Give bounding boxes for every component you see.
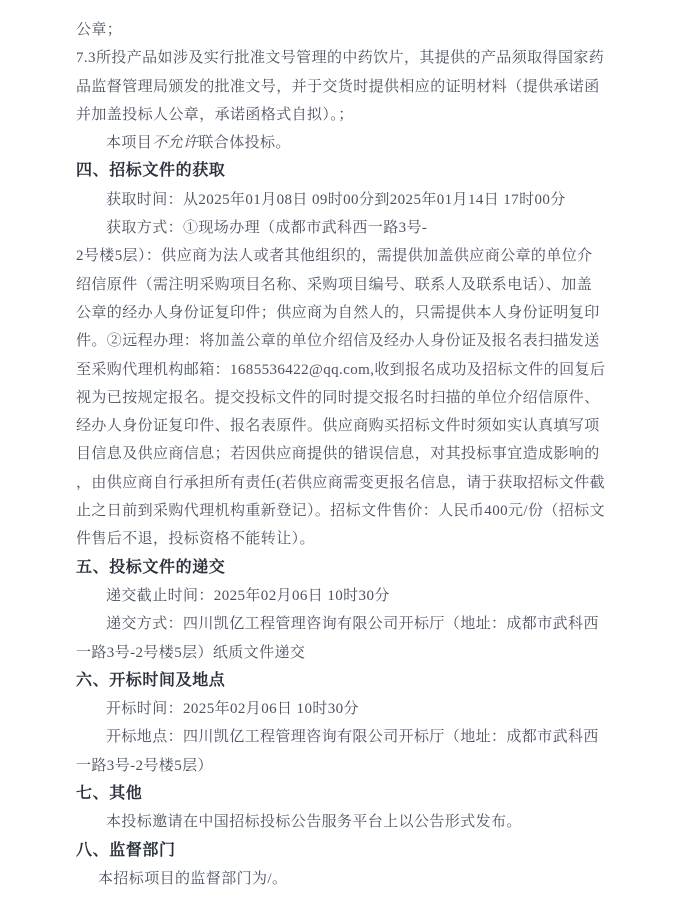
- doc-line-opening-place: 开标地点：四川凯亿工程管理咨询有限公司开标厅（地址：成都市武科西: [106, 729, 599, 746]
- doc-line-obtain-method: 获取方式：①现场办理（成都市武科西一路3号-: [106, 220, 428, 237]
- doc-line: ，由供应商自行承担所有责任(若供应商需变更报名信息，请于获取招标文件截: [76, 474, 605, 491]
- doc-line-opening-time: 开标时间：2025年02月06日 10时30分: [106, 701, 359, 718]
- section-heading-supervision: 八、监督部门: [76, 841, 176, 859]
- doc-line-document-price: 止之日前到采购代理机构重新登记）。招标文件售价：人民币400元/份（招标文: [76, 503, 605, 520]
- doc-line: 7.3所投产品如涉及实行批准文号管理的中药饮片，其提供的产品须取得国家药: [76, 50, 605, 67]
- doc-line: 视为已按规定报名。提交投标文件的同时提交报名时扫描的单位介绍信原件、: [76, 389, 600, 406]
- doc-line: 2号楼5层）：供应商为法人或者其他组织的，需提供加盖供应商公章的单位介: [76, 248, 593, 265]
- doc-line: 绍信原件（需注明采购项目名称、采购项目编号、联系人及联系电话）、加盖: [76, 276, 593, 293]
- doc-line: 一路3号-2号楼5层）纸质文件递交: [76, 644, 306, 661]
- doc-line: 经办人身份证复印件、报名表原件。供应商购买招标文件时须如实认真填写项: [76, 418, 600, 435]
- joint-bid-suffix: 联合体投标。: [198, 135, 291, 152]
- doc-line: 品监督管理局颁发的批准文号，并于交货时提供相应的证明材料（提供承诺函: [76, 78, 600, 95]
- doc-line-joint-bid: [76, 129, 649, 157]
- doc-line: 公章；: [76, 22, 123, 38]
- section-heading-bid-opening: 六、开标时间及地点: [76, 671, 226, 689]
- doc-line-announcement-platform: 本投标邀请在中国招标投标公告服务平台上以公告形式发布。: [106, 814, 522, 831]
- joint-bid-not-allowed: 不允许: [152, 135, 199, 152]
- section-heading-obtain-documents: 四、招标文件的获取: [76, 162, 226, 180]
- doc-line: 公章的经办人身份证复印件；供应商为自然人的，只需提供本人身份证明复印: [76, 304, 600, 321]
- doc-line: 一路3号-2号楼5层）: [76, 757, 213, 774]
- doc-line: 并加盖投标人公章，承诺函格式自拟）。；: [76, 106, 354, 123]
- doc-line-agency-email: 至采购代理机构邮箱：1685536422@qq.com,收到报名成功及招标文件的回复后: [76, 361, 606, 378]
- doc-line-submission-deadline: 递交截止时间：2025年02月06日 10时30分: [106, 587, 390, 604]
- doc-line: 件售后不退，投标资格不能转让）。: [76, 531, 315, 548]
- doc-line-submission-method: 递交方式：四川凯亿工程管理咨询有限公司开标厅（地址：成都市武科西: [106, 616, 599, 633]
- doc-line-supervision-department: 本招标项目的监督部门为/。: [98, 870, 288, 887]
- doc-line-obtain-time: 获取时间：从2025年01月08日 09时00分到2025年01月14日 17时00分: [106, 191, 566, 208]
- section-heading-bid-submission: 五、投标文件的递交: [76, 558, 226, 576]
- doc-line: 目信息及供应商信息；若因供应商提供的错误信息，对其投标事宜造成影响的: [76, 446, 600, 463]
- joint-bid-prefix: 本项目: [106, 135, 153, 152]
- doc-line: 件。②远程办理：将加盖公章的单位介绍信及经办人身份证及报名表扫描发送: [76, 333, 600, 350]
- section-heading-other: 七、其他: [76, 785, 143, 803]
